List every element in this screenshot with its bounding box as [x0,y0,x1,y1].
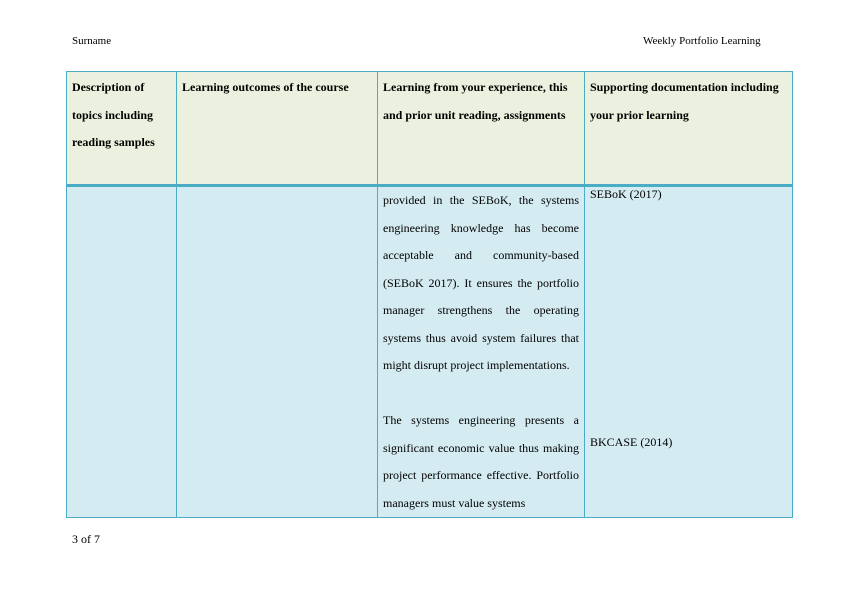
column-experience [378,72,585,517]
paragraph-spacer [383,380,579,408]
cell-documentation [585,187,792,517]
column-header-outcomes: Learning outcomes of the course [177,72,377,184]
page-header-surname: Surname [72,35,112,47]
experience-paragraph-1: provided in the SEBoK, the systems engineering knowledge has become acceptable and community-based (SEBoK 2017). It ensures the portfolio manager strengthens the operating systems thus avoid system failures that might disrupt project implementations. [383,193,579,372]
citation-bkcase: BKCASE (2014) [590,435,673,449]
column-header-documentation: Supporting documentation including your prior learning [585,72,792,184]
column-outcomes [177,72,378,517]
portfolio-table [66,71,793,518]
cell-experience [378,187,584,517]
column-documentation [585,72,792,517]
column-header-experience: Learning from your experience, this and prior unit reading, assignments [378,72,584,184]
page-number: 3 of 7 [72,532,100,546]
column-header-topics: Description of topics including reading samples [67,72,176,184]
cell-outcomes [177,187,377,517]
experience-paragraph-2: The systems engineering presents a significant economic value thus making project performance effective. Portfolio managers must value systems [383,413,579,510]
citation-sebok: SEBoK (2017) [590,187,662,201]
page-header-title: Weekly Portfolio Learning [643,35,761,47]
column-topics [67,72,177,517]
cell-topics [67,187,176,517]
